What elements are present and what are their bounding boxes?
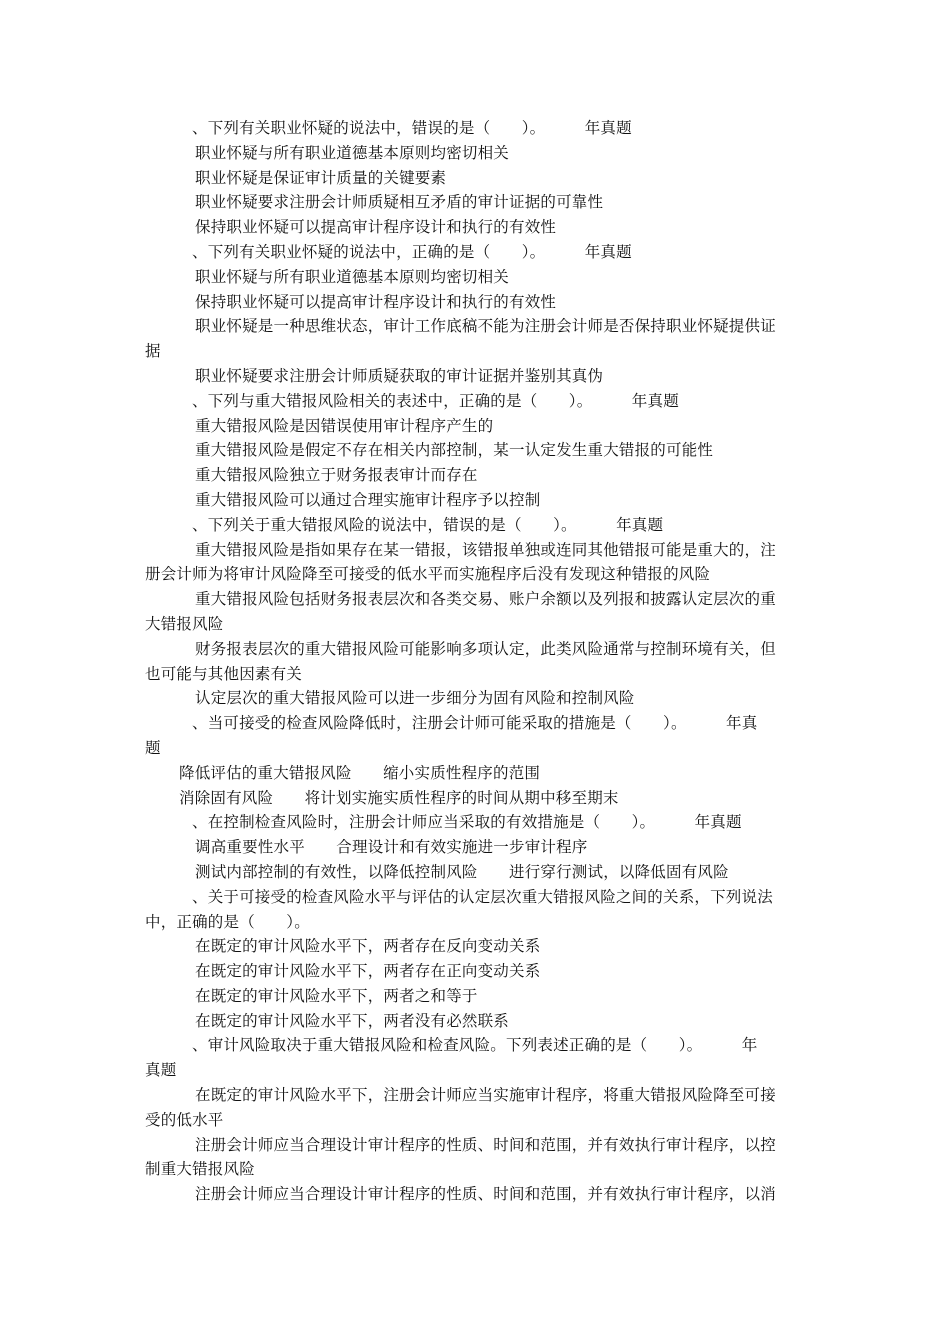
option-line: 职业怀疑与所有职业道德基本原则均密切相关 <box>195 143 510 162</box>
option-line: 职业怀疑是保证审计质量的关键要素 <box>195 168 447 187</box>
option-line: 在既定的审计风险水平下，注册会计师应当实施审计程序，将重大错报风险降至可接 <box>195 1086 776 1105</box>
option-line: 职业怀疑要求注册会计师质疑相互矛盾的审计证据的可靠性 <box>195 193 604 212</box>
option-line: 保持职业怀疑可以提高审计程序设计和执行的有效性 <box>195 218 557 237</box>
continuation-line: 册会计师为将审计风险降至可接受的低水平而实施程序后没有发现这种错报的风险 <box>145 565 711 584</box>
option-line: 降低评估的重大错报风险 缩小实质性程序的范围 <box>179 763 541 782</box>
question-line: 、下列关于重大错报风险的说法中，错误的是（ ）。 年真题 <box>192 515 664 534</box>
continuation-line: 中，正确的是（ ）。 <box>145 912 310 931</box>
option-line: 重大错报风险是指如果存在某一错报，该错报单独或连同其他错报可能是重大的，注 <box>195 540 776 559</box>
option-line: 消除固有风险 将计划实施实质性程序的时间从期中移至期末 <box>179 788 619 807</box>
option-line: 测试内部控制的有效性，以降低控制风险 进行穿行测试，以降低固有风险 <box>195 862 729 881</box>
document-body <box>145 116 810 1207</box>
option-line: 在既定的审计风险水平下，两者之和等于 <box>195 986 478 1005</box>
continuation-line: 据 <box>145 342 161 361</box>
option-line: 认定层次的重大错报风险可以进一步细分为固有风险和控制风险 <box>195 689 635 708</box>
option-line: 职业怀疑与所有职业道德基本原则均密切相关 <box>195 267 510 286</box>
question-line: 、下列有关职业怀疑的说法中，错误的是（ ）。 年真题 <box>192 119 632 137</box>
question-line: 、关于可接受的检查风险水平与评估的认定层次重大错报风险之间的关系，下列说法 <box>192 887 773 906</box>
option-line: 在既定的审计风险水平下，两者存在反向变动关系 <box>195 937 541 956</box>
question-line: 、下列有关职业怀疑的说法中，正确的是（ ）。 年真题 <box>192 242 632 261</box>
option-line: 重大错报风险是因错误使用审计程序产生的 <box>195 416 494 435</box>
option-line: 职业怀疑要求注册会计师质疑获取的审计证据并鉴别其真伪 <box>195 366 604 385</box>
option-line: 重大错报风险独立于财务报表审计而存在 <box>195 466 478 485</box>
option-line: 注册会计师应当合理设计审计程序的性质、时间和范围，并有效执行审计程序，以消 <box>195 1185 776 1204</box>
option-line: 在既定的审计风险水平下，两者存在正向变动关系 <box>195 962 541 981</box>
option-line: 在既定的审计风险水平下，两者没有必然联系 <box>195 1011 510 1030</box>
option-line: 重大错报风险可以通过合理实施审计程序予以控制 <box>195 490 541 509</box>
option-line: 职业怀疑是一种思维状态，审计工作底稿不能为注册会计师是否保持职业怀疑提供证 <box>195 317 776 336</box>
option-line: 调高重要性水平 合理设计和有效实施进一步审计程序 <box>195 838 588 857</box>
option-line: 财务报表层次的重大错报风险可能影响多项认定，此类风险通常与控制环境有关，但 <box>195 639 776 658</box>
question-line: 、审计风险取决于重大错报风险和检查风险。下列表述正确的是（ ）。 年 <box>192 1036 758 1055</box>
option-line: 注册会计师应当合理设计审计程序的性质、时间和范围，并有效执行审计程序，以控 <box>195 1135 776 1154</box>
continuation-line: 也可能与其他因素有关 <box>145 664 303 683</box>
continuation-line: 受的低水平 <box>145 1110 224 1129</box>
question-line: 、当可接受的检查风险降低时，注册会计师可能采取的措施是（ ）。 年真 <box>192 714 758 733</box>
question-line: 、下列与重大错报风险相关的表述中，正确的是（ ）。 年真题 <box>192 391 679 410</box>
option-line: 重大错报风险是假定不存在相关内部控制，某一认定发生重大错报的可能性 <box>195 441 714 460</box>
option-line: 保持职业怀疑可以提高审计程序设计和执行的有效性 <box>195 292 557 311</box>
question-line: 、在控制检查风险时，注册会计师应当采取的有效措施是（ ）。 年真题 <box>192 813 742 832</box>
continuation-line: 大错报风险 <box>145 614 224 633</box>
continuation-line: 真题 <box>145 1061 177 1080</box>
option-line: 重大错报风险包括财务报表层次和各类交易、账户余额以及列报和披露认定层次的重 <box>195 590 776 609</box>
continuation-line: 制重大错报风险 <box>145 1160 255 1179</box>
continuation-line: 题 <box>145 738 161 757</box>
